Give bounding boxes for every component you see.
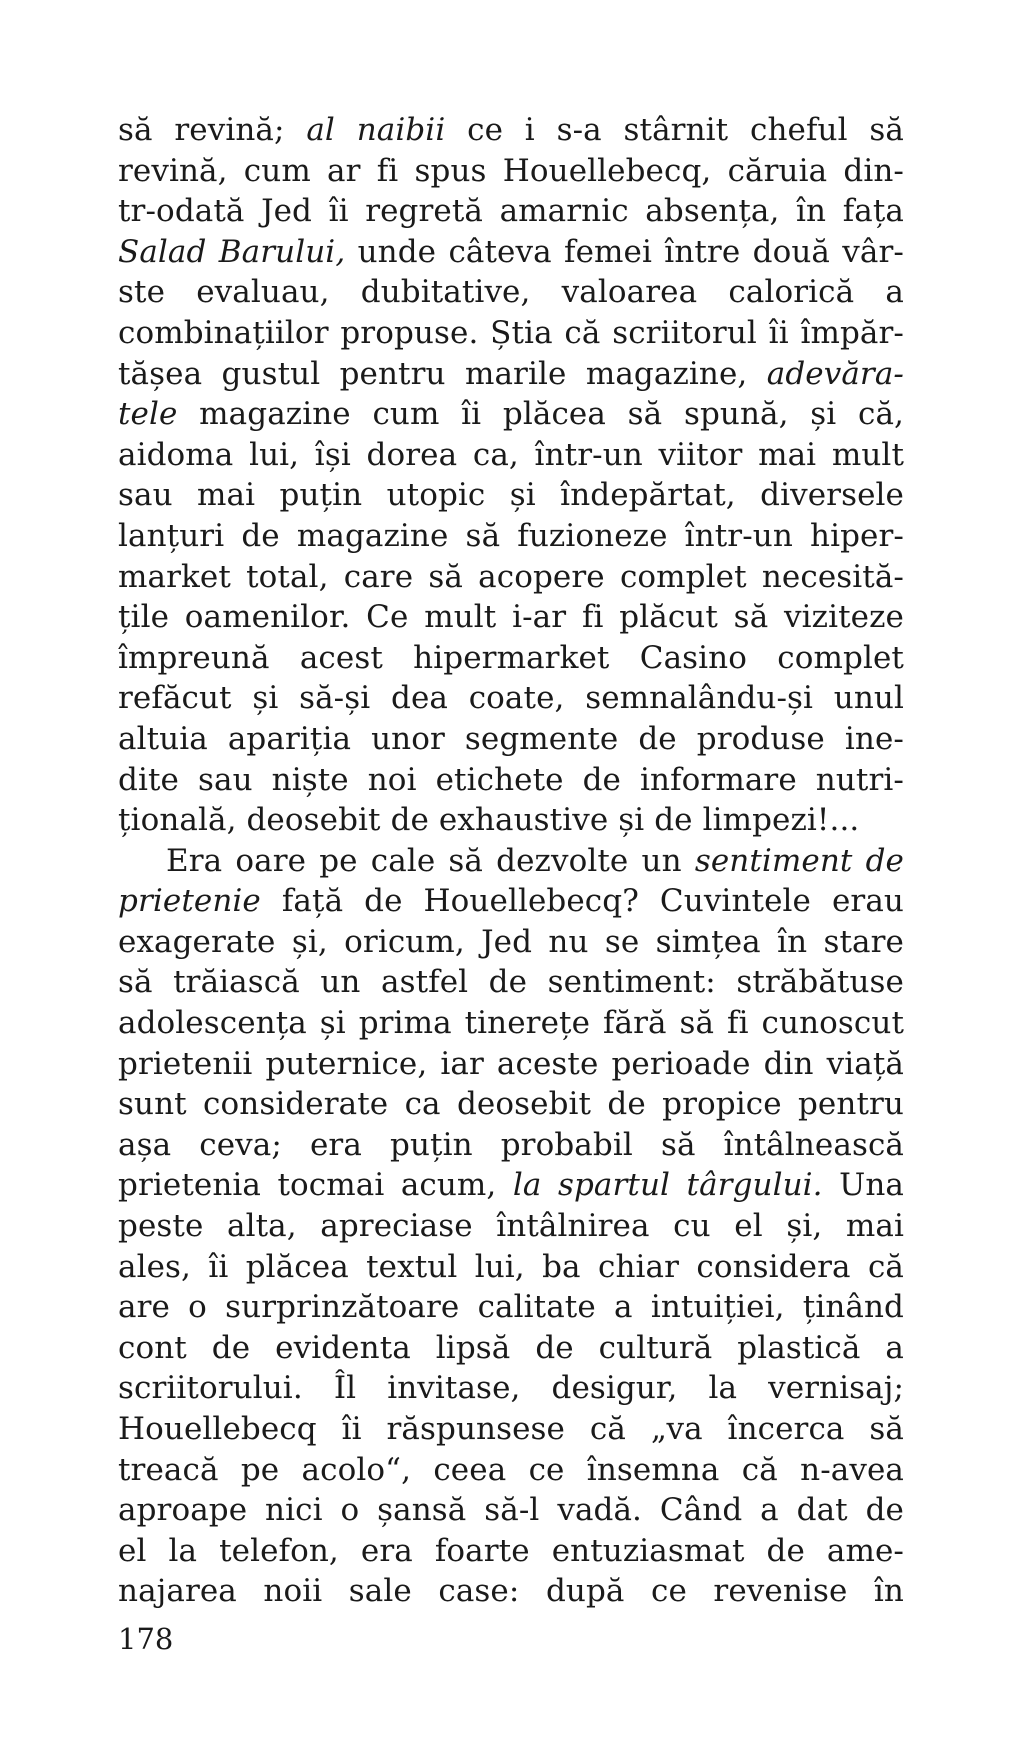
paragraph-1 xyxy=(118,110,904,841)
text-line: el la telefon, era foarte entuziasmat de ame- xyxy=(118,1532,904,1569)
text-line: țională, deosebit de exhaustive și de limpezi!... xyxy=(118,802,860,839)
text-line: ste evaluau, dubitative, valoarea calorică a xyxy=(118,274,904,311)
italic-phrase: la spartul târgului. xyxy=(512,1167,823,1204)
text-line: tr-odată Jed îi regretă amarnic absența, în fața xyxy=(118,193,904,230)
text-line: Houellebecq îi răspunsese că „va încerca să xyxy=(118,1411,904,1447)
text-line: aproape nici o șansă să-l vadă. Când a dat de xyxy=(118,1492,904,1529)
text-line: are o surprinzătoare calitate a intuiției, ținând xyxy=(118,1289,904,1326)
text-line xyxy=(118,232,904,273)
italic-phrase: al naibii xyxy=(306,112,446,148)
italic-phrase: Salad Barului, xyxy=(118,233,346,270)
text-line: exagerate și, oricum, Jed nu se simțea în stare xyxy=(118,923,904,960)
text-line: prietenii puternice, iar aceste perioade din viață xyxy=(118,1045,904,1082)
text-line: revină, cum ar fi spus Houellebecq, căruia din- xyxy=(118,152,904,189)
text-run: Era oare pe cale să dezvolte un xyxy=(166,842,695,879)
text-line: lanțuri de magazine să fuzioneze într-un hiper- xyxy=(118,517,904,554)
text-line: combinațiilor propuse. Știa că scriitorul îi împăr- xyxy=(118,314,904,351)
text-line: să trăiască un astfel de sentiment: străbătuse xyxy=(118,964,904,1001)
text-line: sunt considerate ca deosebit de propice pentru xyxy=(118,1086,904,1123)
page-number: 178 xyxy=(118,1622,174,1656)
text-line: refăcut și să-și dea coate, semnalându-și unul xyxy=(118,680,904,717)
text-line: împreună acest hipermarket Casino complet xyxy=(118,639,904,676)
text-run: prietenia tocmai acum, xyxy=(118,1167,513,1204)
italic-phrase: tele xyxy=(118,396,178,433)
text-run: față de Houellebecq? Cuvintele erau xyxy=(260,883,904,920)
book-page-text xyxy=(118,110,904,1612)
italic-phrase: sentiment de xyxy=(694,842,905,879)
text-line: cont de evidenta lipsă de cultură plastică a xyxy=(118,1329,904,1366)
text-run: magazine cum îi plăcea să spună, și că, xyxy=(177,396,904,433)
text-line xyxy=(118,1165,904,1206)
italic-phrase: prietenie xyxy=(118,883,261,920)
text-line xyxy=(118,881,904,922)
text-line: altuia apariția unor segmente de produse ine- xyxy=(118,720,904,757)
text-line xyxy=(118,110,904,151)
text-line: peste alta, apreciase întâlnirea cu el și, mai xyxy=(118,1208,904,1245)
italic-phrase: adevăra- xyxy=(766,355,904,392)
text-line: așa ceva; era puțin probabil să întâlnească xyxy=(118,1126,904,1163)
text-line: sau mai puțin utopic și îndepărtat, diversele xyxy=(118,477,904,514)
text-line: treacă pe acolo“, ceea ce însemna că n-avea xyxy=(118,1451,904,1488)
text-run: Una xyxy=(822,1167,904,1204)
text-line: ales, îi plăcea textul lui, ba chiar considera că xyxy=(118,1248,904,1285)
text-run: ce i s-a stârnit cheful să xyxy=(445,112,905,148)
text-line: aidoma lui, își dorea ca, într-un viitor mai mult xyxy=(118,436,904,473)
text-run: unde câteva femei între două vâr- xyxy=(345,233,904,270)
text-line: najarea noii sale case: după ce revenise în xyxy=(118,1573,904,1610)
text-line: dite sau niște noi etichete de informare nutri- xyxy=(118,761,904,798)
paragraph-2 xyxy=(118,841,904,1612)
text-run: să revină; xyxy=(118,112,307,148)
text-line: scriitorului. Îl invitase, desigur, la vernisaj; xyxy=(118,1370,904,1407)
text-line: market total, care să acopere complet necesită- xyxy=(118,558,904,595)
text-run: tășea gustul pentru marile magazine, xyxy=(118,355,767,392)
text-line: adolescența și prima tinerețe fără să fi cunoscut xyxy=(118,1005,904,1042)
text-line xyxy=(118,841,904,882)
text-line xyxy=(118,394,904,435)
text-line xyxy=(118,354,904,395)
text-line: țile oamenilor. Ce mult i-ar fi plăcut să viziteze xyxy=(118,599,904,636)
